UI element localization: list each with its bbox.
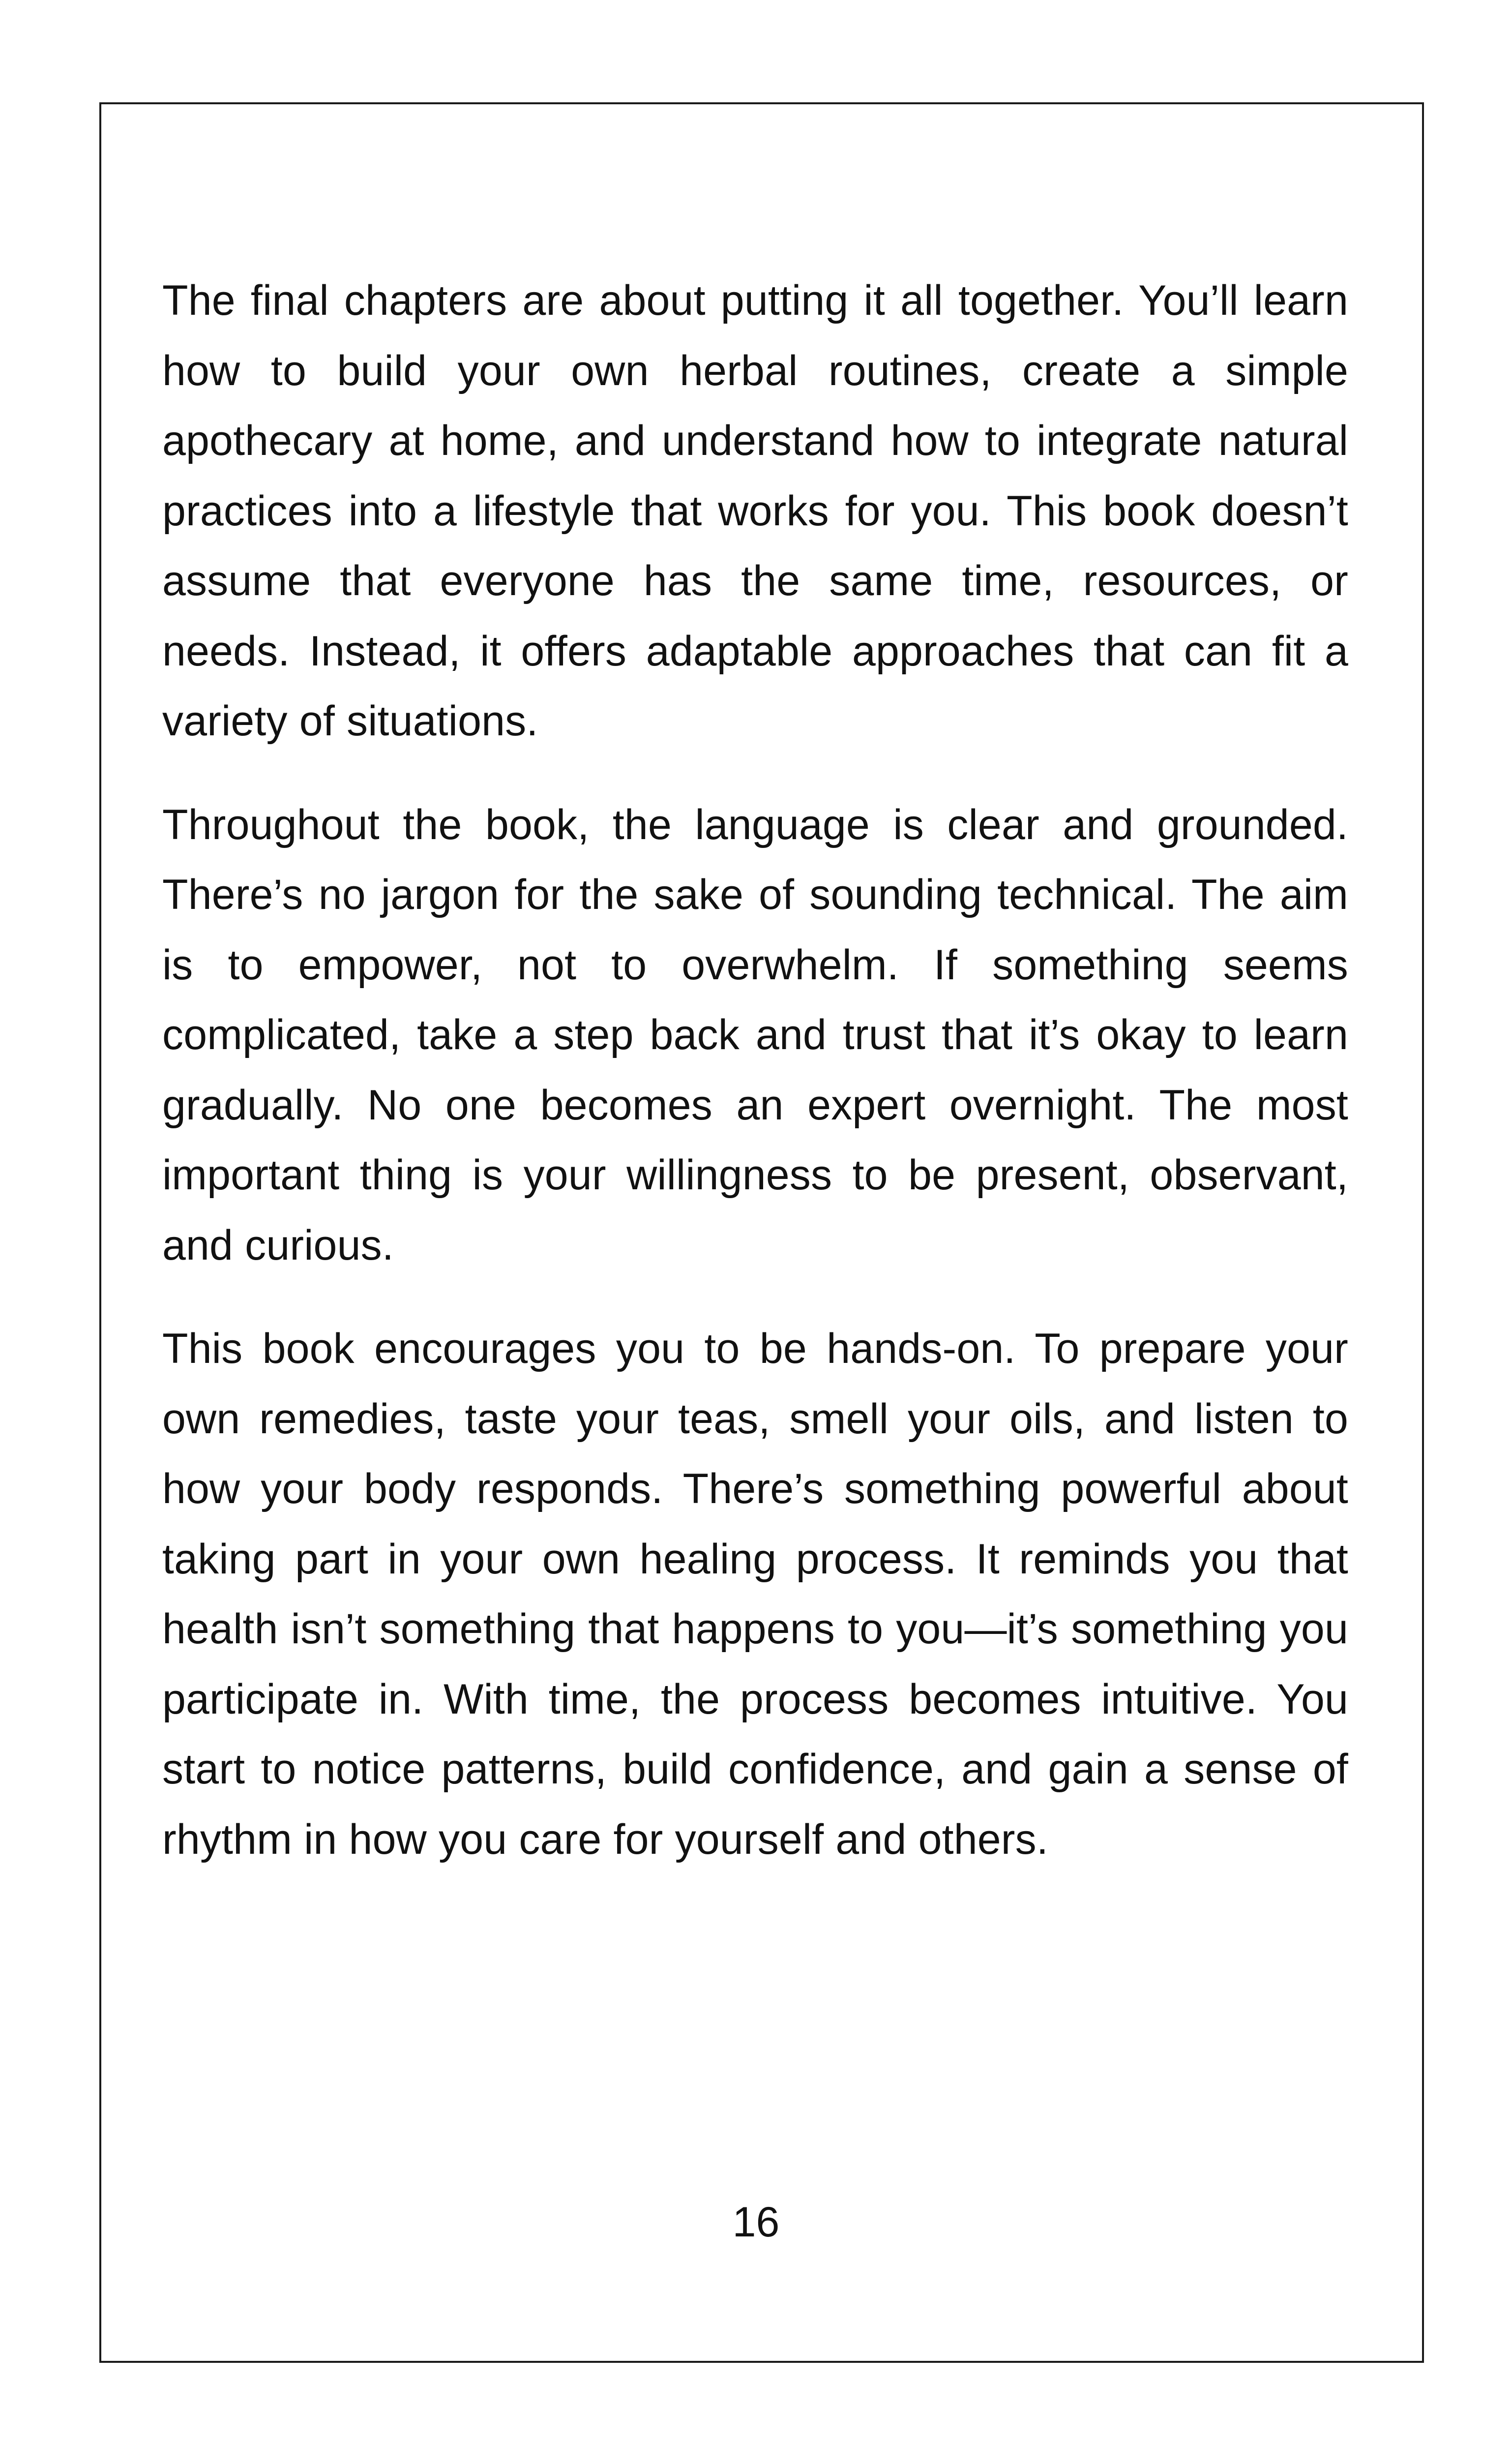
page-number: 16 — [732, 2199, 780, 2246]
paragraph-2: Throughout the book, the language is clear and grounded. There’s no jargon for the sake of sounding technical. The aim is to empower, not to overwhelm. If something seems complicated, take a step back and trust that it’s okay to learn gradually. No one becomes an expert overnight. The most important thing is your willingness to be present, observant, and curious. — [162, 801, 1348, 1269]
paragraph-3: This book encourages you to be hands-on. To prepare your own remedies, taste your teas, smell your oils, and listen to how your body responds. There’s something powerful about taking part in your own healing process. It reminds you that health isn’t something that happens to you—it’s something you participate in. With time, the process becomes intuitive. You start to notice patterns, build confidence, and gain a sense of rhythm in how you care for yourself and others. — [162, 1325, 1348, 1863]
paragraph-1: The final chapters are about putting it all together. You’ll learn how to build your own herbal routines, create a simple apothecary at home, and understand how to integrate natural practices into a lifestyle that works for you. This book doesn’t assume that everyone has the same time, resources, or needs. Instead, it offers adaptable approaches that can fit a variety of situations. — [162, 277, 1348, 745]
body-text — [162, 266, 1348, 1908]
